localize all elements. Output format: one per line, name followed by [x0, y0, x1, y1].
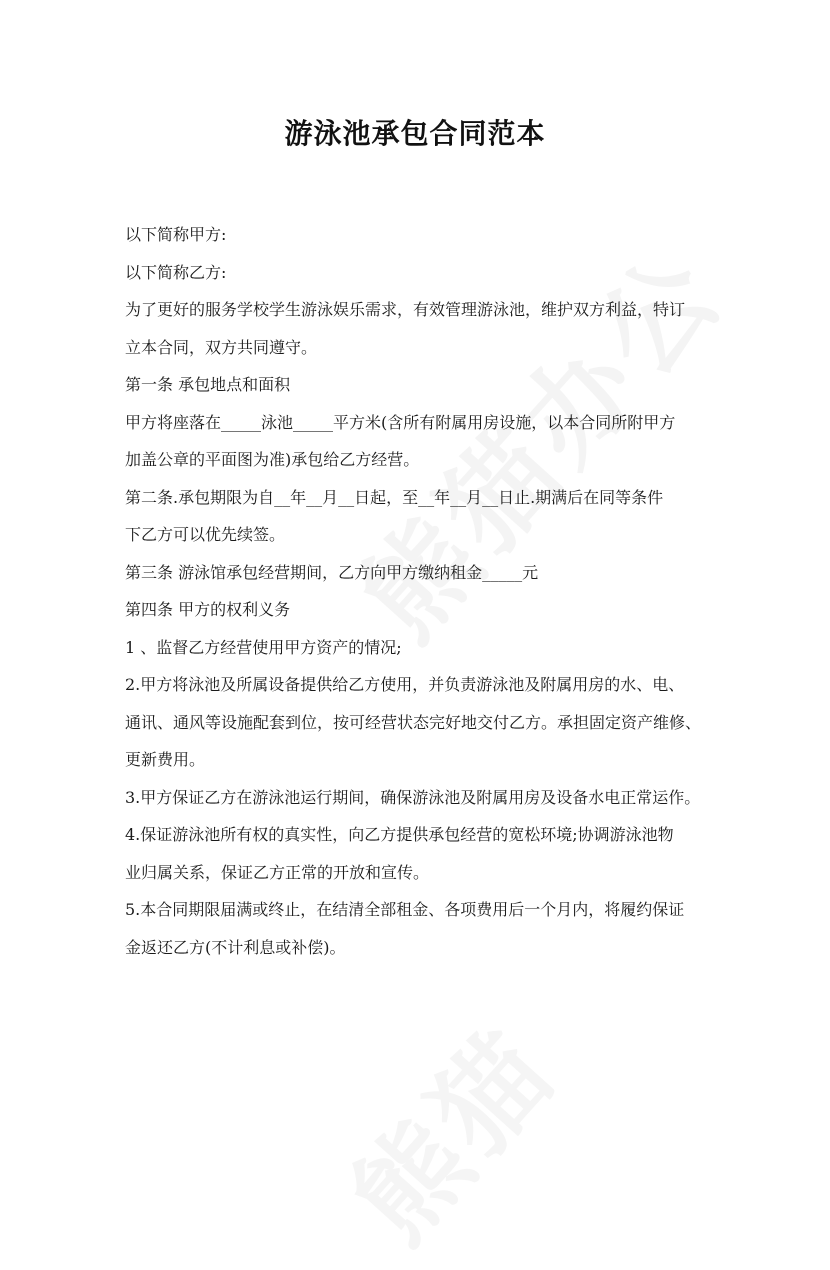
list-item: 4.保证游泳池所有权的真实性，向乙方提供承包经营的宽松环境;协调游泳池物 — [125, 825, 674, 844]
text-line: 金返还乙方(不计利息或补偿)。 — [125, 937, 346, 957]
section-heading: 第二条.承包期限为自__年__月__日起，至__年__月__日止.期满后在同等条件 — [125, 487, 664, 507]
text-line: 通讯、通风等设施配套到位，按可经营状态完好地交付乙方。承担固定资产维修、 — [125, 712, 702, 732]
section-heading: 第三条 游泳馆承包经营期间，乙方向甲方缴纳租金_____元 — [125, 562, 539, 582]
text-line: 为了更好的服务学校学生游泳娱乐需求，有效管理游泳池，维护双方利益，特订 — [125, 300, 686, 319]
text-line: 加盖公章的平面图为准)承包给乙方经营。 — [125, 450, 420, 469]
section-heading: 第四条 甲方的权利义务 — [125, 600, 291, 619]
list-item: 3.甲方保证乙方在游泳池运行期间，确保游泳池及附属用房及设备水电正常运作。 — [125, 787, 701, 807]
list-item: 1 、监督乙方经营使用甲方资产的情况; — [125, 637, 402, 657]
text-line: 业归属关系，保证乙方正常的开放和宣传。 — [125, 862, 430, 882]
text-line: 立本合同，双方共同遵守。 — [125, 337, 318, 357]
document-title: 游泳池承包合同范本 — [284, 117, 546, 150]
text-line: 以下简称乙方: — [125, 262, 227, 282]
text-line: 甲方将座落在_____泳池_____平方米(含所有附属用房设施，以本合同所附甲方 — [125, 412, 676, 432]
list-item: 2.甲方将泳池及所属设备提供给乙方使用，并负责游泳池及附属用房的水、电、 — [125, 675, 685, 694]
text-line: 以下简称甲方: — [125, 225, 227, 244]
section-heading: 第一条 承包地点和面积 — [125, 375, 291, 394]
watermark-lower — [310, 988, 585, 1269]
document-body — [125, 216, 725, 966]
list-item: 5.本合同期限届满或终止，在结清全部租金、各项费用后一个月内，将履约保证 — [125, 900, 685, 919]
text-line: 下乙方可以优先续签。 — [125, 525, 286, 544]
text-line: 更新费用。 — [125, 750, 206, 769]
